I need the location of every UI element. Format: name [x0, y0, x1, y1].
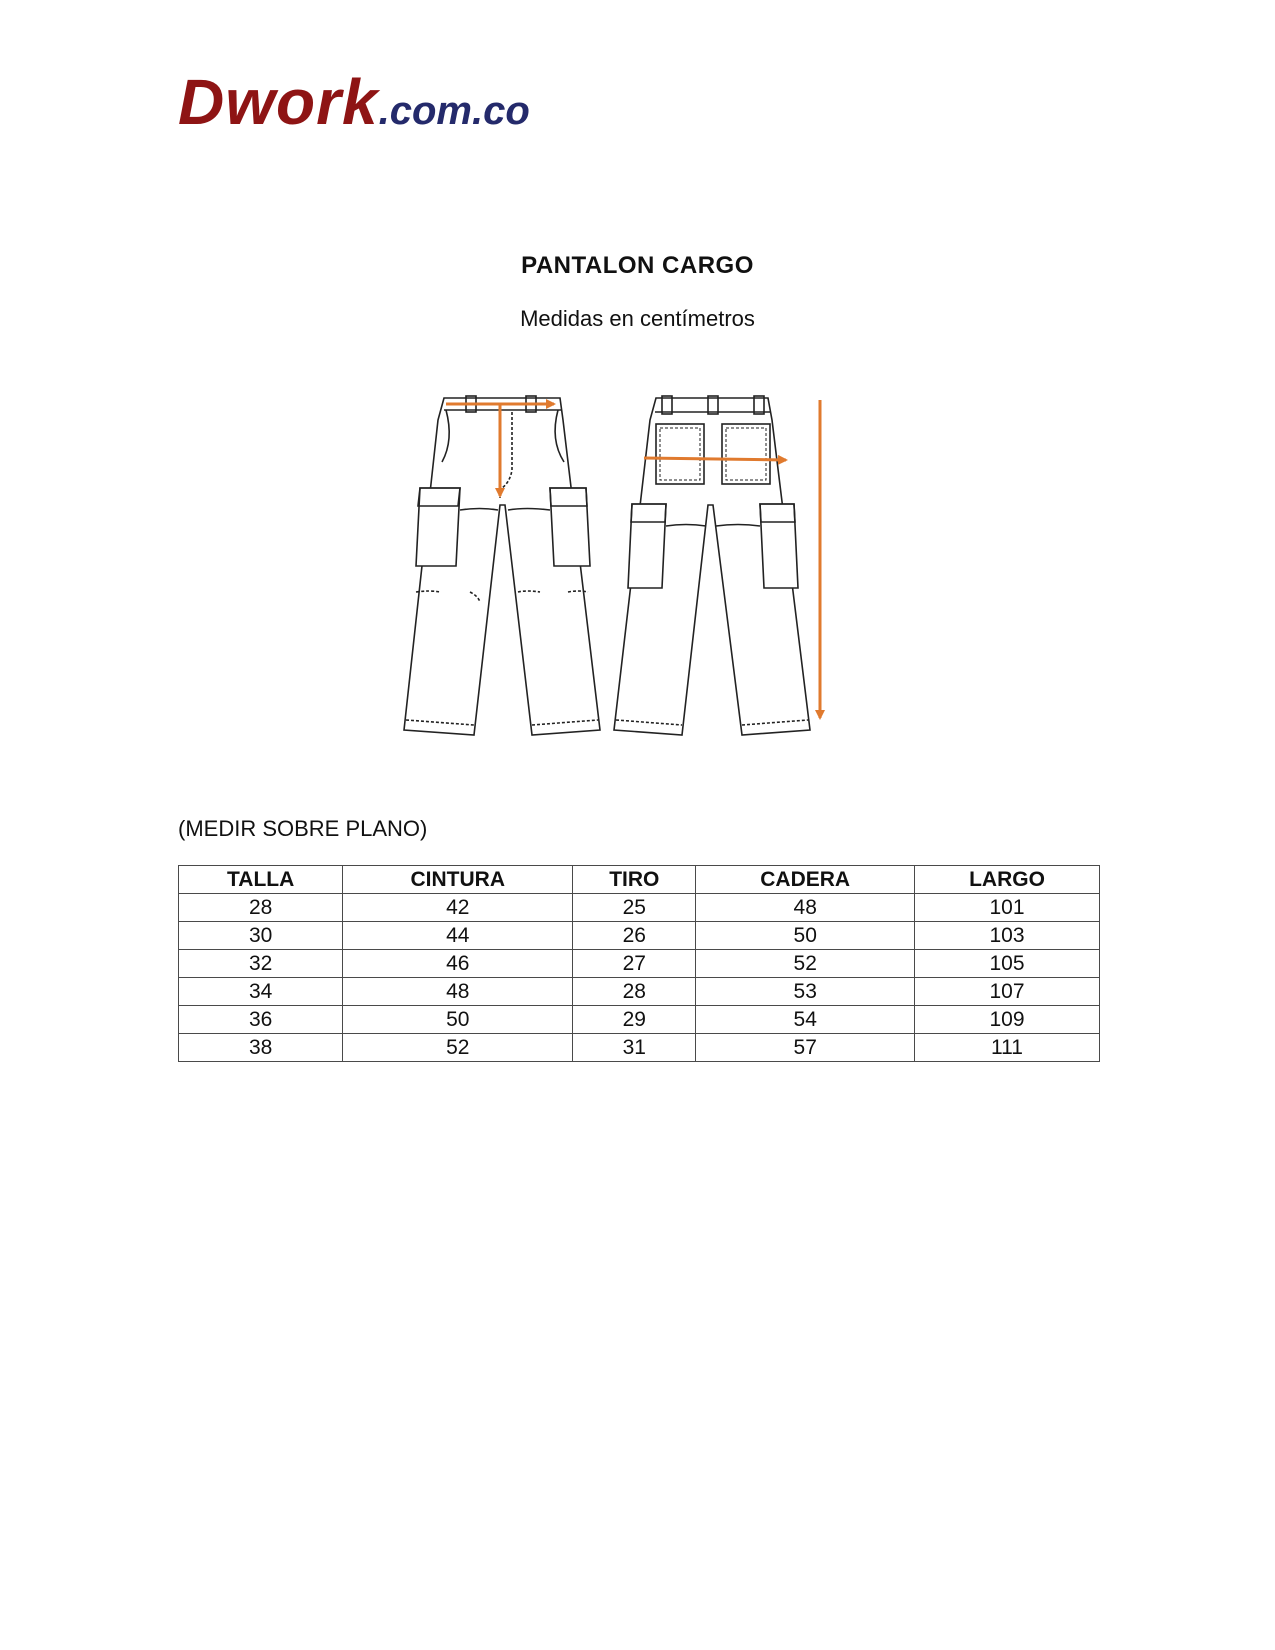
column-header-cadera: CADERA	[696, 866, 915, 894]
cell-talla: 32	[179, 950, 343, 978]
cell-cadera: 54	[696, 1006, 915, 1034]
page-title: PANTALON CARGO	[521, 252, 754, 279]
cell-cintura: 42	[343, 894, 573, 922]
column-header-tiro: TIRO	[573, 866, 696, 894]
cell-largo: 105	[915, 950, 1100, 978]
cell-tiro: 28	[573, 978, 696, 1006]
column-header-cintura: CINTURA	[343, 866, 573, 894]
table-row	[179, 950, 1100, 978]
cell-cintura: 52	[343, 1034, 573, 1062]
cell-largo: 101	[915, 894, 1100, 922]
pants-illustration	[400, 380, 880, 780]
cell-cintura: 48	[343, 978, 573, 1006]
cell-largo: 111	[915, 1034, 1100, 1062]
cell-cintura: 50	[343, 1006, 573, 1034]
logo-brand: Dwork	[178, 66, 379, 138]
page-subtitle: Medidas en centímetros	[520, 306, 755, 331]
cell-talla: 34	[179, 978, 343, 1006]
cell-tiro: 29	[573, 1006, 696, 1034]
cell-largo: 103	[915, 922, 1100, 950]
cell-largo: 109	[915, 1006, 1100, 1034]
table-row	[179, 922, 1100, 950]
cell-cadera: 52	[696, 950, 915, 978]
cell-tiro: 27	[573, 950, 696, 978]
measure-note: (MEDIR SOBRE PLANO)	[178, 816, 428, 841]
company-logo	[178, 66, 530, 138]
cell-tiro: 26	[573, 922, 696, 950]
column-header-largo: LARGO	[915, 866, 1100, 894]
cargo-pants-front-icon	[404, 396, 600, 735]
logo-domain: .com.co	[378, 89, 530, 133]
pants-diagram	[400, 380, 880, 780]
cell-talla: 38	[179, 1034, 343, 1062]
cell-cintura: 46	[343, 950, 573, 978]
size-table	[178, 865, 1100, 1062]
cargo-pants-back-icon	[614, 396, 810, 735]
cell-cintura: 44	[343, 922, 573, 950]
table-row	[179, 978, 1100, 1006]
cell-tiro: 25	[573, 894, 696, 922]
table-row	[179, 1006, 1100, 1034]
cell-cadera: 48	[696, 894, 915, 922]
cell-cadera: 57	[696, 1034, 915, 1062]
cell-tiro: 31	[573, 1034, 696, 1062]
column-header-talla: TALLA	[179, 866, 343, 894]
cell-talla: 28	[179, 894, 343, 922]
cell-talla: 30	[179, 922, 343, 950]
cell-cadera: 50	[696, 922, 915, 950]
cell-talla: 36	[179, 1006, 343, 1034]
cell-cadera: 53	[696, 978, 915, 1006]
cell-largo: 107	[915, 978, 1100, 1006]
table-row	[179, 1034, 1100, 1062]
table-header-row	[179, 866, 1100, 894]
table-row	[179, 894, 1100, 922]
